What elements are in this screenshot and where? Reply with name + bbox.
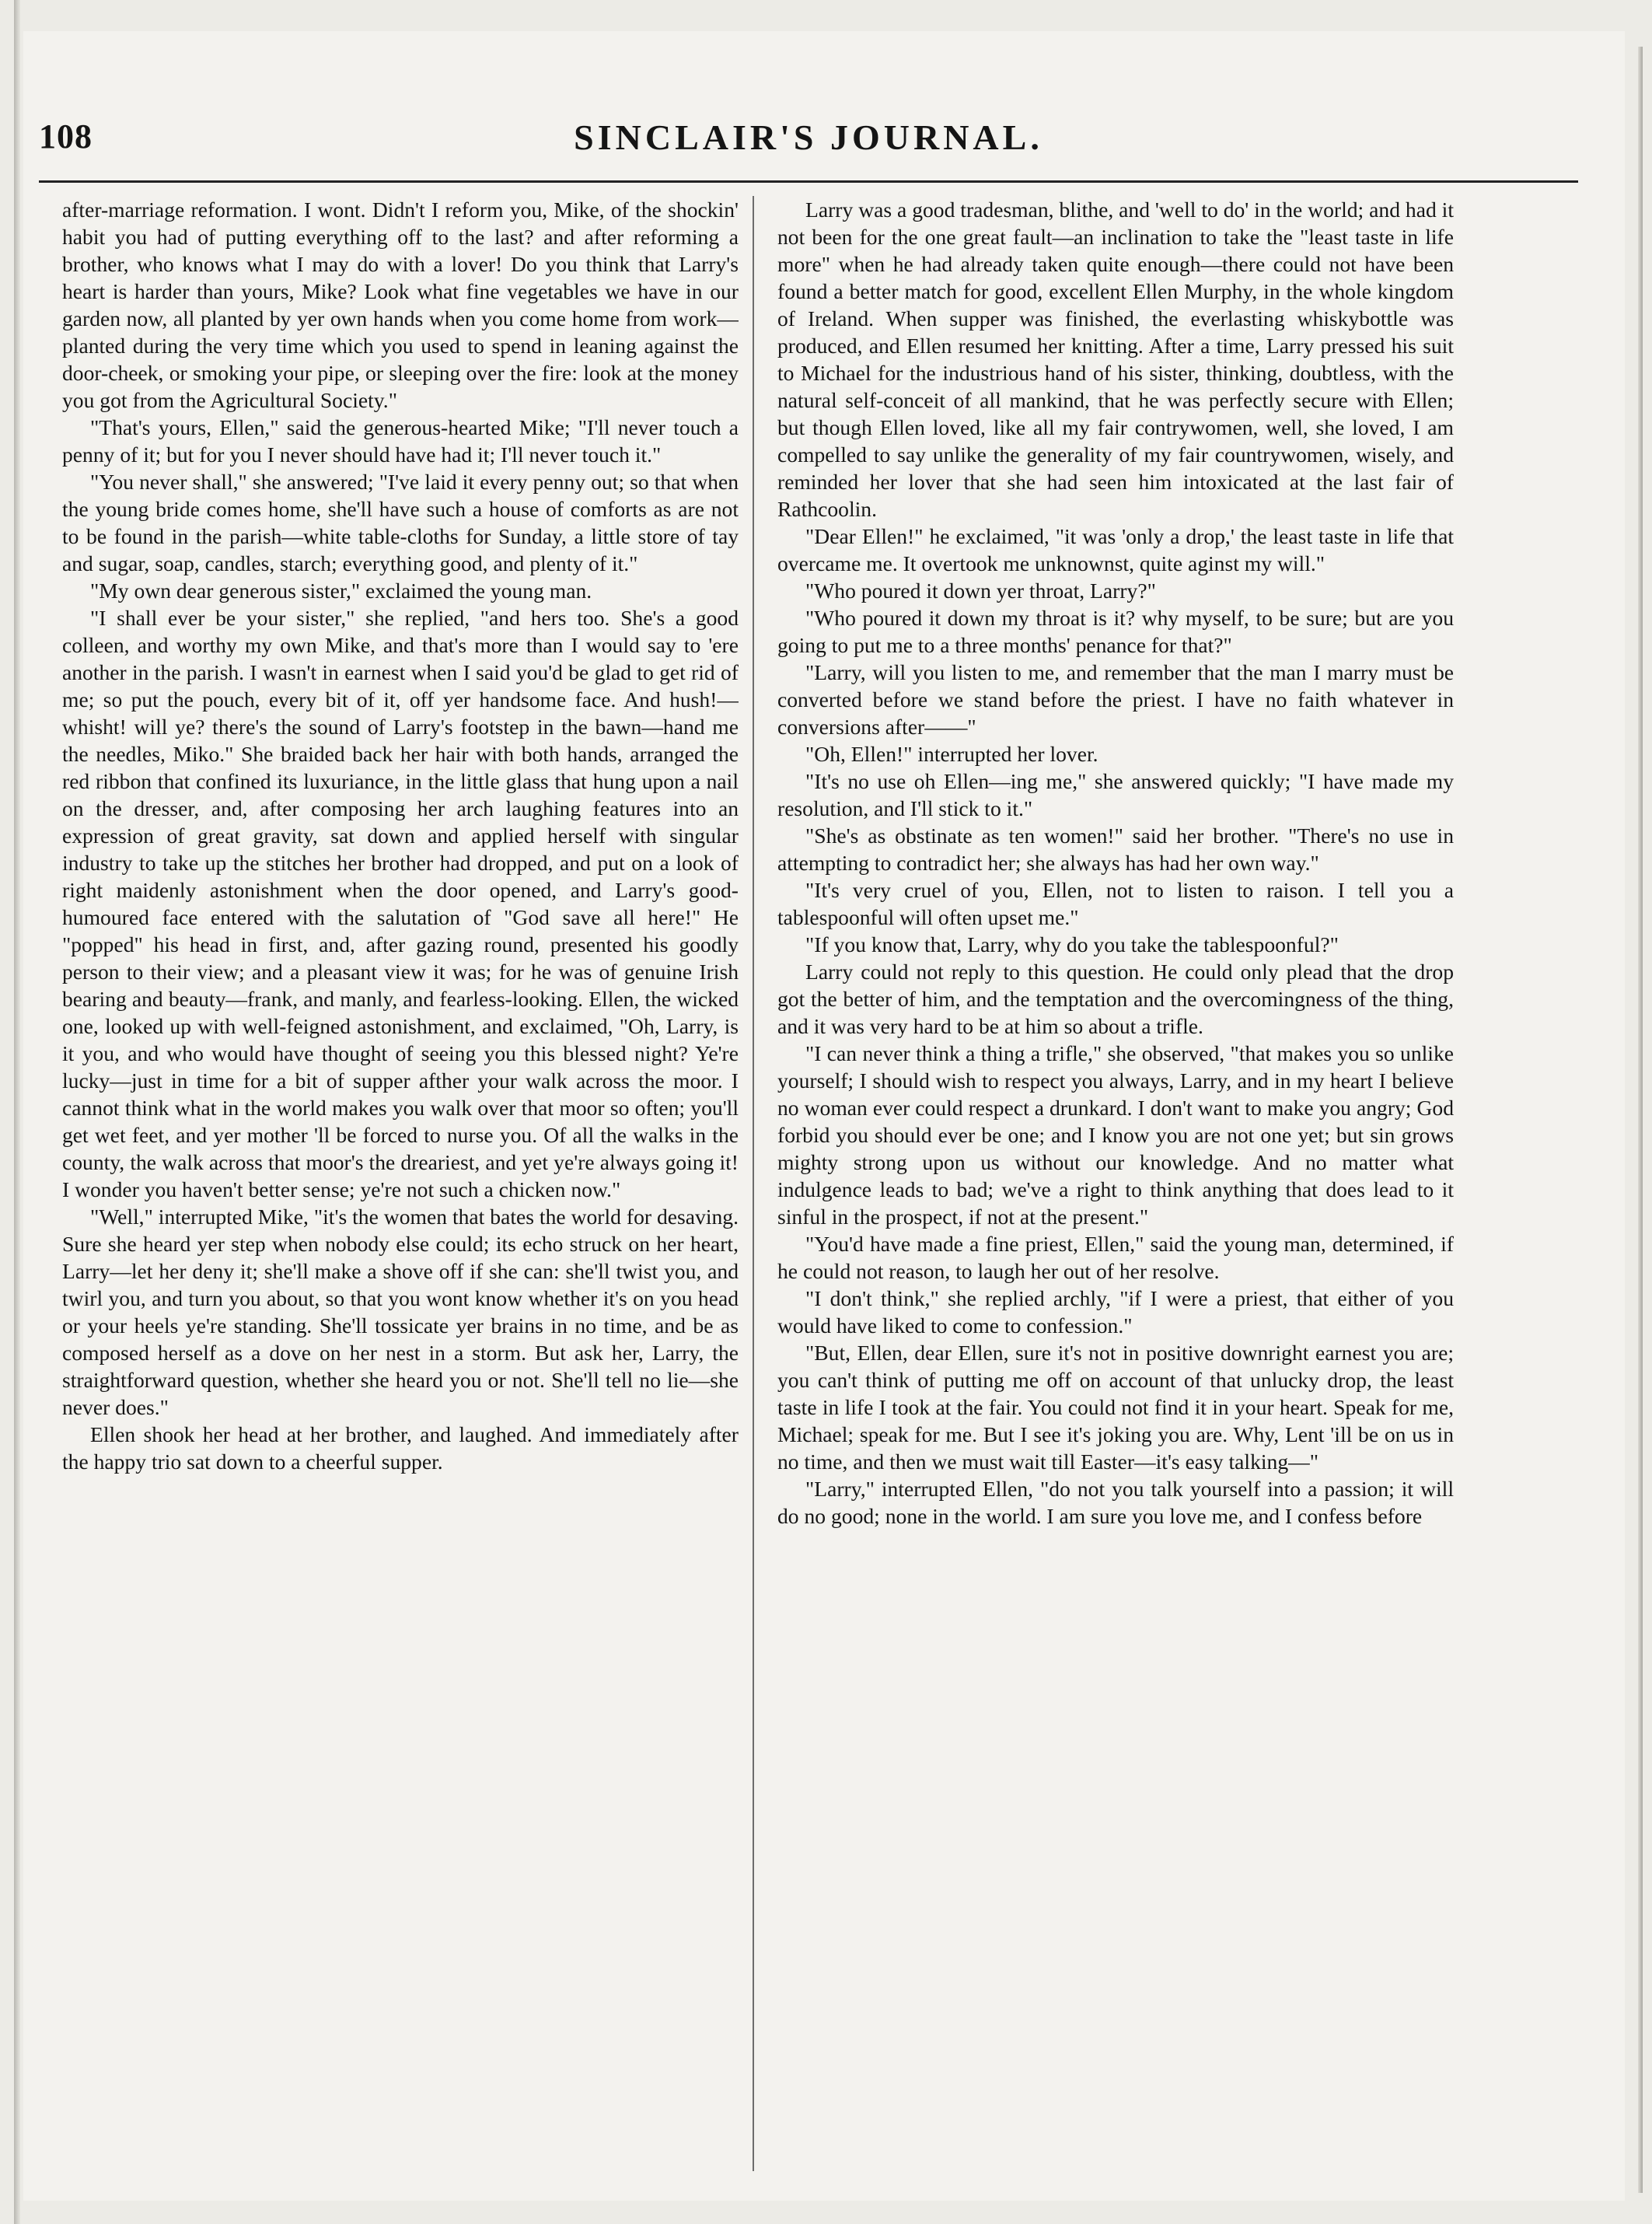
paragraph: "It's very cruel of you, Ellen, not to listen to raison. I tell you a tablespoonful will often upset me." <box>777 878 1454 929</box>
paragraph: "But, Ellen, dear Ellen, sure it's not in positive downright earnest you are; you can't think of putting me off on account of that unlucky drop, the least taste in life I took at the fair. You could not find it in your heart. Speak for me, Michael; speak for me. But I see it's joking you are. Why, Lent 'ill be on us in no time, and then we must wait till Easter—it's easy talking—" <box>777 1341 1454 1474</box>
paragraph: Ellen shook her head at her brother, and laughed. And immediately after the happy trio sat down to a cheerful supper. <box>62 1422 739 1474</box>
column-divider <box>753 196 754 2171</box>
header-rule <box>39 180 1578 183</box>
paragraph: "Who poured it down yer throat, Larry?" <box>805 579 1156 603</box>
paragraph: "My own dear generous sister," exclaimed the young man. <box>90 579 592 603</box>
paragraph: Larry was a good tradesman, blithe, and 'well to do' in the world; and had it not been for the one great fault—an inclination to take the "least taste in life more" when he had already taken quite enough—there could not have been found a better match for good, excellent Ellen Murphy, in the whole kingdom of Ireland. When supper was finished, the everlasting whiskybottle was produced, and Ellen resumed her knitting. After a time, Larry pressed his suit to Michael for the industrious hand of his sister, thinking, doubtless, with the natural self-conceit of all mankind, that he was perfectly secure with Ellen; but though Ellen loved, like all my fair contrywomen, well, she loved, I am compelled to say unlike the generality of my fair countrywomen, wisely, and reminded her lover that she had seen him intoxicated at the last fair of Rathcoolin. <box>777 198 1454 521</box>
paragraph: "She's as obstinate as ten women!" said her brother. "There's no use in attempting to contradict her; she always has had her own way." <box>777 824 1454 875</box>
paragraph: "Oh, Ellen!" interrupted her lover. <box>805 742 1098 766</box>
paragraph: "You never shall," she answered; "I've laid it every penny out; so that when the young bride comes home, she'll have such a house of comforts as are not to be found in the parish—white table-cloths for Sunday, a little store of tay and sugar, soap, candles, starch; everything good, and plenty of it." <box>62 470 739 575</box>
paragraph: "You'd have made a fine priest, Ellen," said the young man, determined, if he could not reason, to laugh her out of her resolve. <box>777 1232 1454 1283</box>
paragraph: Larry could not reply to this question. He could only plead that the drop got the better of him, and the temptation and the overcomingness of the thing, and it was very hard to be at him so about a trifle. <box>777 960 1454 1038</box>
paragraph: "I don't think," she replied archly, "if I were a priest, that either of you would have liked to come to confession." <box>777 1286 1454 1338</box>
page-right-edge <box>1638 47 1643 2193</box>
running-title: SINCLAIR'S JOURNAL. <box>574 117 1043 157</box>
right-column <box>777 196 1454 2187</box>
paragraph: "Larry, will you listen to me, and remember that the man I marry must be converted before we stand before the priest. I have no faith whatever in conversions after——" <box>777 660 1454 739</box>
paragraph: after-marriage reformation. I wont. Didn't I reform you, Mike, of the shockin' habit you had of putting everything off to the last? and after reforming a brother, who knows what I may do with a lover! Do you think that Larry's heart is harder than yours, Mike? Look what fine vegetables we have in our garden now, all planted by yer own hands when you come home from work—planted during the very time which you used to spend in leaning against the door-cheek, or smoking your pipe, or sleeping over the fire: look at the money you got from the Agricultural Society." <box>62 198 739 412</box>
left-column <box>62 196 739 2187</box>
paragraph: "I can never think a thing a trifle," she observed, "that makes you so unlike yourself; I should wish to respect you always, Larry, and in my heart I believe no woman ever could respect a drunkard. I don't want to make you angry; God forbid you should ever be one; and I know you are not one yet; but sin grows mighty strong upon us without our knowledge. And no matter what indulgence leads to bad; we've a right to think anything that does lead to it sinful in the prospect, if not at the present." <box>777 1041 1454 1229</box>
paragraph: "Well," interrupted Mike, "it's the women that bates the world for desaving. Sure she heard yer step when nobody else could; its echo struck on her heart, Larry—let her deny it; she'll make a shove off if she can: she'll twist you, and twirl you, and turn you about, so that you wont know whether it's on you head or your heels ye're standing. She'll tossicate yer brains in no time, and be as composed herself as a dove on her nest in a storm. But ask her, Larry, the straightforward question, whether she heard you or not. She'll tell no lie—she never does." <box>62 1205 739 1419</box>
page-number: 108 <box>39 117 93 156</box>
paragraph: "I shall ever be your sister," she replied, "and hers too. She's a good colleen, and worthy my own Mike, and that's more than I would say to 'ere another in the parish. I wasn't in earnest when I said you'd be glad to get rid of me; so put the pouch, every bit of it, off yer handsome face. And hush!—whisht! will ye? there's the sound of Larry's footstep in the bawn—hand me the needles, Miko." She braided back her hair with both hands, arranged the red ribbon that confined its luxuriance, in the little glass that hung upon a nail on the dresser, and, after composing her arch laughing features into an expression of great gravity, sat down and applied herself with singular industry to take up the stitches her brother had dropped, and put on a look of right maidenly astonishment when the door opened, and Larry's good-humoured face entered with the salutation of "God save all here!" He "popped" his head in first, and, after gazing round, presented his goodly person to their view; and a pleasant view it was; for he was of genuine Irish bearing and beauty—frank, and manly, and fearless-looking. Ellen, the wicked one, looked up with well-feigned astonishment, and exclaimed, "Oh, Larry, is it you, and who would have thought of seeing you this blessed night? Ye're lucky—just in time for a bit of supper afther your walk across the moor. I cannot think what in the world makes you walk over that moor so often; you'll get wet feet, and yer mother 'll be forced to nurse you. Of all the walks in the county, the walk across that moor's the dreariest, and yet ye're always going it! I wonder you haven't better sense; ye're not such a chicken now." <box>62 606 739 1201</box>
paragraph: "Who poured it down my throat is it? why myself, to be sure; but are you going to put me to a three months' penance for that?" <box>777 606 1454 657</box>
paragraph: "It's no use oh Ellen—ing me," she answered quickly; "I have made my resolution, and I'll stick to it." <box>777 769 1454 820</box>
paragraph: "If you know that, Larry, why do you take the tablespoonful?" <box>805 932 1339 956</box>
page-header <box>39 117 1578 171</box>
page-binding-edge <box>14 0 20 2224</box>
paragraph: "Dear Ellen!" he exclaimed, "it was 'only a drop,' the least taste in life that overcame me. It overtook me unknownst, quite aginst my will." <box>777 524 1454 575</box>
paragraph: "That's yours, Ellen," said the generous-hearted Mike; "I'll never touch a penny of it; but for you I never should have had it; I'll never touch it." <box>62 415 739 467</box>
paragraph: "Larry," interrupted Ellen, "do not you talk yourself into a passion; it will do no good; none in the world. I am sure you love me, and I confess before <box>777 1477 1454 1528</box>
